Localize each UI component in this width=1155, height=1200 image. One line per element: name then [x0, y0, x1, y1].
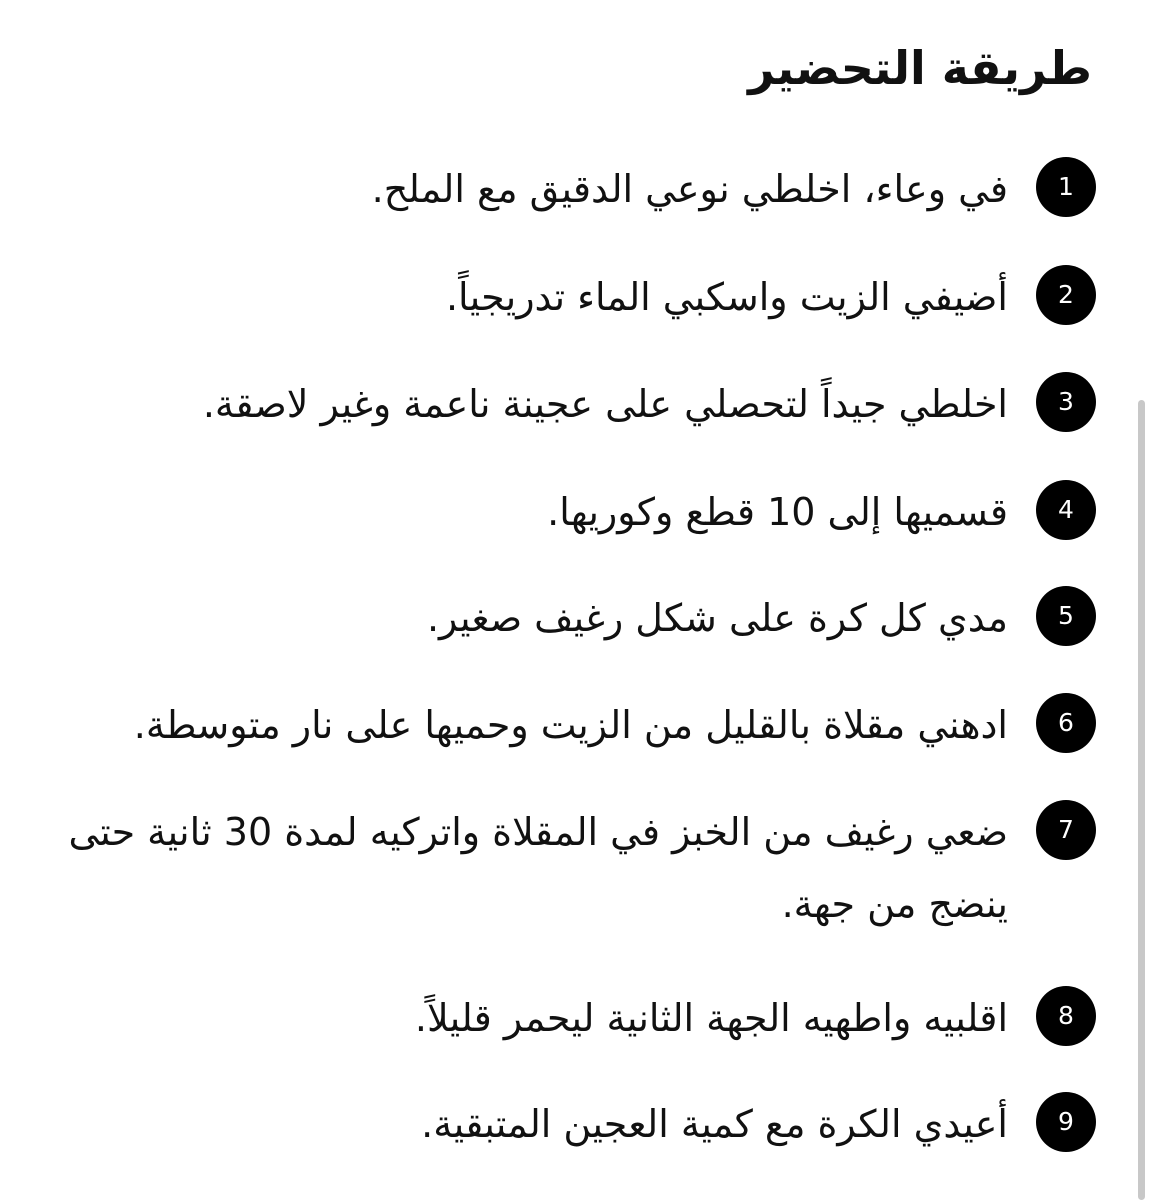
vertical-scrollbar[interactable]: [1138, 400, 1145, 1200]
step-text: مدي كل كرة على شكل رغيف صغير.: [426, 596, 1008, 640]
step-text: ضعي رغيف من الخبز في المقلاة واتركيه لمدة 30 ثانية حتى ينضج من جهة.: [68, 810, 1008, 926]
step-text: أضيفي الزيت واسكبي الماء تدريجياً.: [445, 275, 1008, 319]
step-item: [6, 586, 1096, 654]
step-number-badge: 8: [1036, 986, 1096, 1046]
step-text: قسميها إلى 10 قطع وكوريها.: [547, 490, 1008, 534]
step-item: [6, 372, 1096, 440]
step-number-badge: 7: [1036, 800, 1096, 860]
step-item: [6, 265, 1096, 333]
step-text: أعيدي الكرة مع كمية العجين المتبقية.: [421, 1102, 1008, 1146]
step-item: [6, 800, 1096, 940]
step-item: [6, 157, 1096, 225]
step-item: [6, 480, 1096, 548]
step-text: ادهني مقلاة بالقليل من الزيت وحميها على نار متوسطة.: [133, 703, 1008, 747]
step-number-badge: 2: [1036, 265, 1096, 325]
step-number-badge: 5: [1036, 586, 1096, 646]
step-number-badge: 6: [1036, 693, 1096, 753]
step-text: اقلبيه واطهيه الجهة الثانية ليحمر قليلاً.: [414, 996, 1008, 1040]
step-item: [6, 693, 1096, 761]
step-item: [6, 1092, 1096, 1160]
step-number-badge: 3: [1036, 372, 1096, 432]
step-item: [6, 986, 1096, 1054]
step-number-badge: 1: [1036, 157, 1096, 217]
section-title: طريقة التحضير: [748, 41, 1092, 95]
step-text: في وعاء، اخلطي نوعي الدقيق مع الملح.: [371, 167, 1008, 211]
step-text: اخلطي جيداً لتحصلي على عجينة ناعمة وغير لاصقة.: [202, 382, 1008, 426]
step-number-badge: 4: [1036, 480, 1096, 540]
step-number-badge: 9: [1036, 1092, 1096, 1152]
